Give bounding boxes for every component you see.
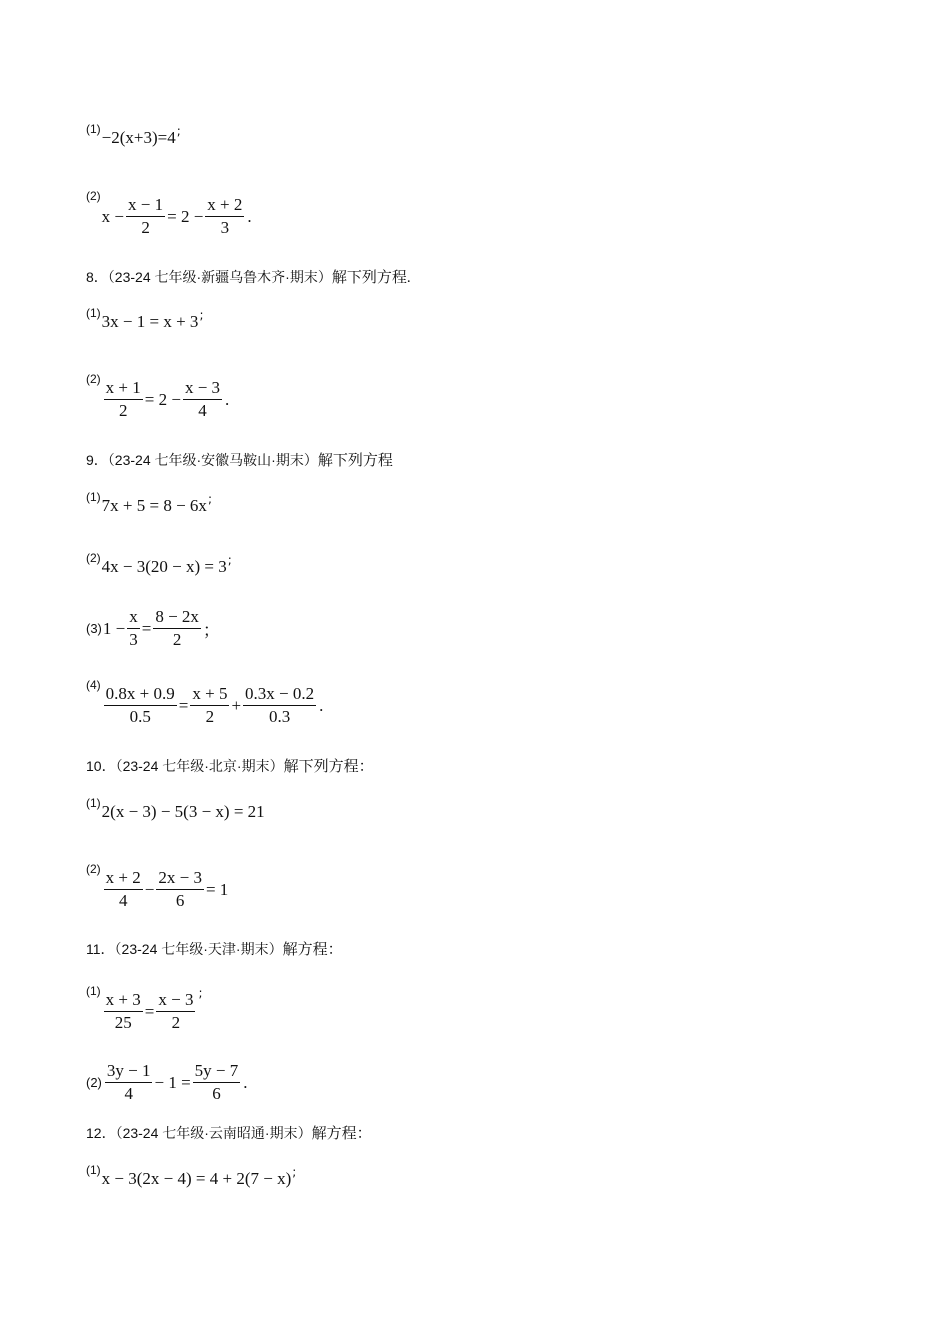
equation: $\frac{x + 3}{25}$ = $\frac{x - 3}{2}$ bbox=[105, 990, 194, 1032]
top-problem-1: (1) −2(x+3)=4 ; bbox=[86, 122, 181, 147]
part-label: (2) bbox=[86, 189, 101, 203]
fraction: $\frac{2x - 3}{6}$ bbox=[158, 868, 202, 910]
equation: 2(x − 3) − 5(3 − x) = 21 bbox=[101, 802, 265, 821]
fraction: $\frac{3y - 1}{4}$ bbox=[106, 1061, 151, 1103]
equation: 7x + 5 = 8 − 6x bbox=[101, 496, 207, 515]
equation: x − 3(2x − 4) = 4 + 2(7 − x) bbox=[101, 1169, 292, 1188]
fraction: $\frac{x - 3}{2}$ bbox=[158, 990, 194, 1032]
fraction: $\frac{x}{3}$ bbox=[129, 607, 138, 649]
question-heading-9: 9．（23-24 七年级·安徽马鞍山·期末）解下列方程 bbox=[86, 452, 393, 469]
fraction: $\frac{8 - 2x}{2}$ bbox=[155, 607, 199, 649]
question-heading-8: 8．（23-24 七年级·新疆乌鲁木齐·期末）解下列方程. bbox=[86, 269, 411, 286]
fraction: $\frac{0.8x + 0.9}{0.5}$ bbox=[105, 684, 175, 726]
equation: $\frac{0.8x + 0.9}{0.5}$ = $\frac{x + 5}{2}$ + $\frac{0.3x - 0.2}{0.3}$ . bbox=[105, 684, 324, 726]
q10-part-2: (2) $\frac{x + 2}{4}$ − $\frac{2x - 3}{6}$ = 1 bbox=[86, 862, 229, 910]
equation: −2(x+3)=4 bbox=[101, 128, 176, 147]
fraction: $\frac{5y - 7}{6}$ bbox=[194, 1061, 239, 1103]
fraction: $\frac{0.3x - 0.2}{0.3}$ bbox=[245, 684, 315, 726]
fraction: $\frac{x + 5}{2}$ bbox=[192, 684, 228, 726]
q8-part-1: (1) 3x − 1 = x + 3 ; bbox=[86, 306, 204, 331]
equation: $\frac{x + 1}{2}$ = 2 − $\frac{x - 3}{4}$ . bbox=[105, 378, 230, 420]
fraction: $\frac{x + 1}{2}$ bbox=[105, 378, 141, 420]
equation: 4x − 3(20 − x) = 3 bbox=[101, 557, 227, 576]
question-heading-11: 11．（23-24 七年级·天津·期末）解方程： bbox=[86, 941, 343, 958]
question-heading-10: 10．（23-24 七年级·北京·期末）解下列方程： bbox=[86, 758, 374, 775]
q8-part-2: (2) $\frac{x + 1}{2}$ = 2 − $\frac{x - 3}{4}$ . bbox=[86, 372, 230, 420]
fraction: $\frac{x + 3}{25}$ bbox=[105, 990, 141, 1032]
q9-part-4: (4) $\frac{0.8x + 0.9}{0.5}$ = $\frac{x + 5}{2}$ + $\frac{0.3x - 0.2}{0.3}$ . bbox=[86, 678, 324, 726]
fraction: $\frac{x + 2}{3}$ bbox=[207, 195, 243, 237]
q9-part-3: (3) 1 − $\frac{x}{3}$ = $\frac{8 - 2x}{2}$ ； bbox=[86, 607, 220, 649]
q11-part-1: (1) $\frac{x + 3}{25}$ = $\frac{x - 3}{2}$ ; bbox=[86, 984, 203, 1032]
q10-part-1: (1) 2(x − 3) − 5(3 − x) = 21 bbox=[86, 796, 265, 821]
q9-part-1: (1) 7x + 5 = 8 − 6x ; bbox=[86, 490, 212, 515]
part-label: (1) bbox=[86, 122, 101, 136]
fraction: $\frac{x - 1}{2}$ bbox=[128, 195, 164, 237]
fraction: $\frac{x - 3}{4}$ bbox=[184, 378, 221, 420]
q12-part-1: (1) x − 3(2x − 4) = 4 + 2(7 − x) ; bbox=[86, 1163, 297, 1188]
question-heading-12: 12．（23-24 七年级·云南昭通·期末）解方程： bbox=[86, 1125, 372, 1142]
equation: 3x − 1 = x + 3 bbox=[101, 312, 199, 331]
q9-part-2: (2) 4x − 3(20 − x) = 3 ; bbox=[86, 551, 232, 576]
top-problem-2 bbox=[86, 189, 252, 238]
q11-part-2: (2) $\frac{3y - 1}{4}$ − 1 = $\frac{5y - 7}{6}$ . bbox=[86, 1061, 248, 1103]
equation: $\frac{3y - 1}{4}$ − 1 = $\frac{5y - 7}{6}$ . bbox=[106, 1061, 248, 1103]
equation: x − $\frac{x - 1}{2}$ = 2 − $\frac{x + 2}{3}$ . bbox=[101, 195, 252, 237]
fraction: $\frac{x + 2}{4}$ bbox=[105, 868, 141, 910]
equation: 1 − $\frac{x}{3}$ = $\frac{8 - 2x}{2}$ ； bbox=[102, 607, 220, 649]
equation: $\frac{x + 2}{4}$ − $\frac{2x - 3}{6}$ = 1 bbox=[105, 868, 229, 910]
